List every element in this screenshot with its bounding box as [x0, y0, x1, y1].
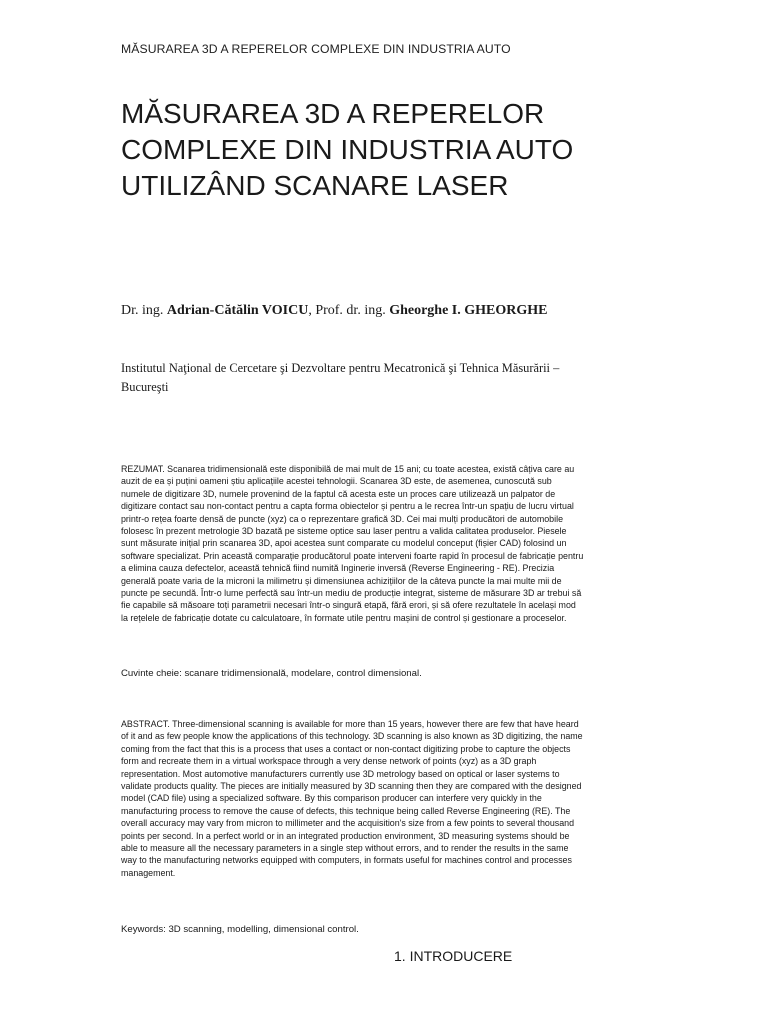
title-line: MĂSURAREA 3D A REPERELOR: [121, 98, 545, 129]
rezumat-line: la rețelele de fabricație dotate cu calculatoare, în formate utile pentru mașini de control și gestionare a proceselor.: [121, 612, 567, 623]
author-name: Gheorghe I. GHEORGHE: [389, 303, 548, 318]
rezumat-line: software specializat. Prin această comparație producătorul poate interveni foarte rapid în procesul de fabricație pentru: [121, 550, 584, 561]
rezumat-line: numele de digitizare 3D, numele provenind de la faptul că acesta este un proces care utilizează un palpator de: [121, 488, 556, 499]
title-line: COMPLEXE DIN INDUSTRIA AUTO: [121, 134, 574, 165]
title-line: UTILIZÂND SCANARE LASER: [121, 170, 509, 201]
section-heading: 1. INTRODUCERE: [394, 948, 513, 964]
abstract-line: model (CAD file) using a specialized software. By this comparison producer can interfere very quickly in the: [121, 793, 542, 804]
rezumat-line: REZUMAT. Scanarea tridimensională este disponibilă de mai mult de 15 ani; cu toate acestea, există câțiva care au: [121, 464, 575, 474]
abstract-line: representation. Most automotive manufacturers currently use 3D metrology based on optical or laser systems to: [121, 768, 560, 779]
author-name: Adrian-Cătălin VOICU: [166, 303, 309, 318]
abstract-line: validate products quality. The pieces are initially measured by 3D scanning then they are compared with the designed: [121, 781, 582, 792]
abstract-line: form and recreate them in a virtual workspace through a very dense network of points (xyz) as a 3D graph: [121, 756, 537, 767]
affiliation: [121, 359, 631, 397]
rezumat-line: printr-o rețea foarte densă de puncte (xyz) ca o reprezentare grafică 3D. Cei mai mulți producători de automobile: [121, 513, 563, 524]
rezumat-line: digitizare contact sau non-contact pentru a capta forma obiectelor și pentru a le recrea într-un spațiu de lucru virtual: [121, 501, 574, 512]
abstract-line: ABSTRACT. Three-dimensional scanning is available for more than 15 years, however there are few that have heard: [121, 719, 579, 729]
rezumat-line: fie capabile să măsoare toți parametrii necesari într-o singură etapă, fără erori, și să ofere rezultatele în același mod: [121, 600, 576, 611]
abstract-line: manufacturing process to remove the cause of defects, this technique being called Reverse Engineering (RE). The: [121, 805, 571, 816]
rezumat-line: puncte pe secundă. Într-o lume perfectă sau într-un mediu de producție integrat, sisteme de măsurare 3D ar trebui să: [121, 588, 582, 599]
rezumat-line: generală poate varia de la microni la milimetru și dimensiunea achizițiilor de la câteva puncte la mai multe mii de: [121, 575, 562, 586]
rezumat-line: a elimina cauza defectelor, această tehnică fiind numită Inginerie inversă (Reverse Engineering - RE). Precizia: [121, 563, 555, 574]
page-title: [121, 96, 641, 204]
rezumat-line: folosesc în prezent metrologie 3D bazată pe sisteme optice sau laser pentru a valida calitatea produselor. Piesele: [121, 526, 567, 537]
rezumat-line: auzit de ea și puțini oameni știu aplicațiile acestei tehnologii. Scanarea 3D este, de asemenea, cunoscută sub: [121, 476, 552, 487]
abstract-line: management.: [121, 867, 176, 878]
abstract-line: coming from the fact that this is a process that uses a contact or non-contact digitizing probe to capture the objects: [121, 743, 571, 754]
authors: [121, 303, 548, 319]
affiliation-line: Bucureşti: [121, 380, 169, 394]
abstract-line: of it and as few people know the applications of this technology. 3D scanning is also known as 3D digitizing, the name: [121, 731, 583, 742]
abstract-line: way to the manufacturing networks equipped with computers, in formats useful for machines control and processes: [121, 855, 572, 866]
rezumat-paragraph: [121, 463, 651, 624]
abstract-line: points per second. In a perfect world or in an integrated production environment, 3D measuring systems should be: [121, 830, 570, 841]
affiliation-line: Institutul Naţional de Cercetare şi Dezvoltare pentru Mecatronică şi Tehnica Măsurării –: [121, 361, 560, 375]
author-separator: , Prof. dr. ing.: [308, 303, 390, 318]
cuvinte-cheie: Cuvinte cheie: scanare tridimensională, modelare, control dimensional.: [121, 668, 422, 679]
abstract-line: able to measure all the necessary parameters in a single step without errors, and to render the results in the same: [121, 843, 569, 854]
abstract-line: overall accuracy may vary from micron to millimeter and the acquisition's size from a few points to several thousand: [121, 818, 575, 829]
running-header: MĂSURAREA 3D A REPERELOR COMPLEXE DIN INDUSTRIA AUTO: [121, 42, 511, 56]
rezumat-line: sunt măsurate inițial prin scanarea 3D, apoi acestea sunt comparate cu modelul conceput (fișier CAD) folosind un: [121, 538, 567, 549]
keywords: Keywords: 3D scanning, modelling, dimensional control.: [121, 924, 359, 935]
abstract-paragraph: [121, 718, 651, 879]
author-prefix: Dr. ing.: [121, 303, 167, 318]
